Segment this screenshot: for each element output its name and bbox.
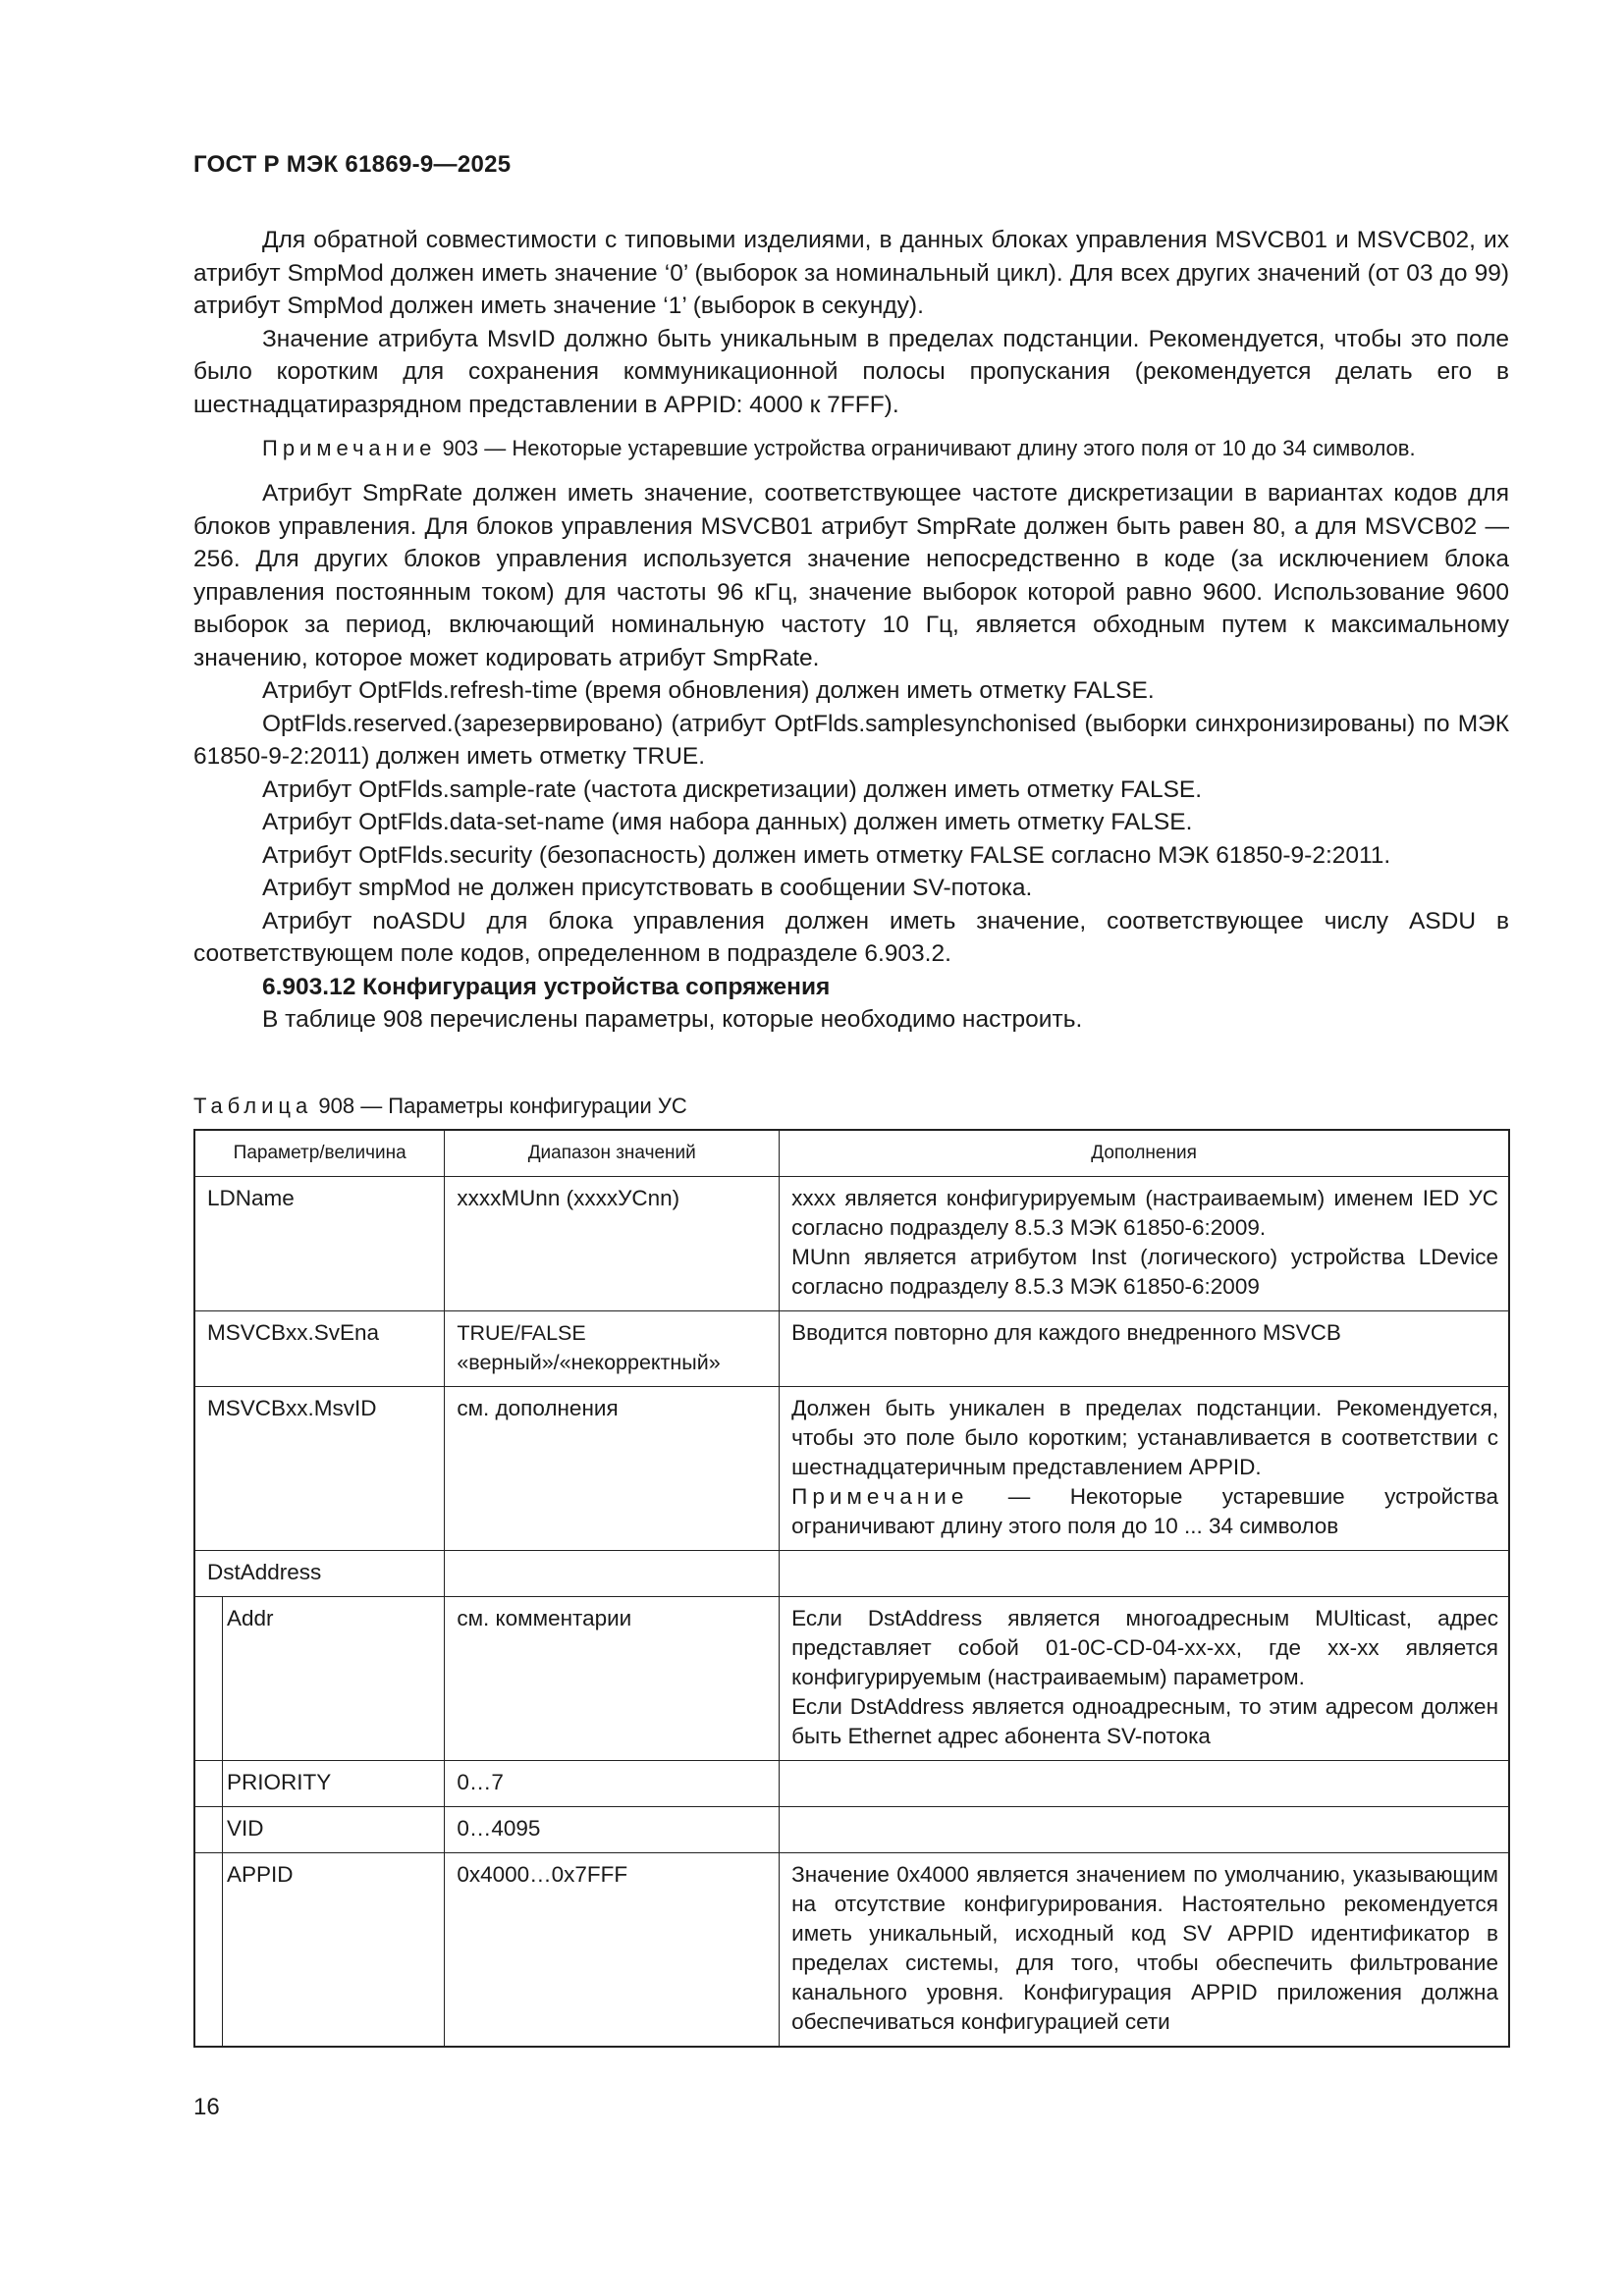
- range-cell: 0…7: [445, 1761, 780, 1807]
- notes-cell: [780, 1597, 1509, 1761]
- notes-line: Вводится повторно для каждого внедренного MSVCB: [791, 1320, 1341, 1345]
- body-text: [193, 224, 1509, 1037]
- paragraph: Атрибут OptFlds.sample-rate (частота дискретизации) должен иметь отметку FALSE.: [262, 775, 1203, 803]
- column-header: Параметр/величина: [194, 1130, 445, 1177]
- sub-parameter-divider: [222, 1597, 223, 2048]
- table-row: [194, 1597, 1509, 1761]
- note-label: Примечание: [791, 1484, 969, 1509]
- range-cell: [445, 1551, 780, 1597]
- param-cell: MSVCBxx.SvEna: [194, 1311, 445, 1387]
- notes-cell: [780, 1177, 1509, 1311]
- paragraph: OptFlds.reserved.(зарезервировано) (атрибут OptFlds.samplesynchonised (выборки синхронизированы) по МЭК 61850-9-2:2011) должен иметь отметку TRUE.: [193, 710, 1509, 770]
- column-header: Дополнения: [780, 1130, 1509, 1177]
- table-caption-text: 908 — Параметры конфигурации УС: [312, 1094, 687, 1118]
- param-cell: MSVCBxx.MsvID: [194, 1387, 445, 1551]
- notes-line: Если DstAddress является одноадресным, то этим адресом должен быть Ethernet адрес абонента SV-потока: [791, 1694, 1498, 1748]
- notes-cell: [780, 1761, 1509, 1807]
- page-number: 16: [193, 2094, 220, 2120]
- param-cell: VID: [194, 1807, 445, 1853]
- param-cell: DstAddress: [194, 1551, 445, 1597]
- paragraph: Атрибут smpMod не должен присутствовать в сообщении SV-потока.: [262, 875, 1033, 901]
- note-label: Примечание: [262, 436, 437, 460]
- paragraph: Атрибут SmpRate должен иметь значение, соответствующее частоте дискретизации в вариантах кодов для блоков управления. Для блоков управления MSVCB01 атрибут SmpRate должен быть равен 80, а для MSVCB02 — 256. Для других блоков управления используется значение непосредственно в коде (за исключением блока управления постоянным током) для частоты 96 кГц, значение выборок которой равно 9600. Использование 9600 выборок за период, включающий номинальную частоту 10 Гц, является обходным путем к максимальному значению, которое может кодировать атрибут SmpRate.: [193, 480, 1509, 671]
- table-row: [194, 1807, 1509, 1853]
- table-row: [194, 1853, 1509, 2048]
- notes-line: Если DstAddress является многоадресным MUlticast, адрес представляет собой 01-0C-CD-04-xx-xx, где xx-xx является конфигурируемым (настраиваемым) параметром.: [791, 1606, 1498, 1689]
- notes-line: MUnn является атрибутом Inst (логического) устройства LDevice согласно подразделу 8.5.3 МЭК 61850-6:2009: [791, 1245, 1498, 1299]
- range-cell: 0…4095: [445, 1807, 780, 1853]
- table-row: [194, 1311, 1509, 1387]
- paragraph: Атрибут OptFlds.data-set-name (имя набора данных) должен иметь отметку FALSE.: [262, 809, 1193, 835]
- note-text: — Некоторые устаревшие устройства ограничивают длину этого поля до 10 ... 34 символов: [791, 1484, 1498, 1538]
- table-row: [194, 1177, 1509, 1311]
- table-row: [194, 1551, 1509, 1597]
- column-header: Диапазон значений: [445, 1130, 780, 1177]
- notes-line: xxxx является конфигурируемым (настраиваемым) именем IED УС согласно подразделу 8.5.3 МЭК 61850-6:2009.: [791, 1186, 1498, 1240]
- document-header: ГОСТ Р МЭК 61869-9—2025: [193, 151, 512, 178]
- range-cell: TRUE/FALSE «верный»/«некорректный»: [445, 1311, 780, 1387]
- note-paragraph: [193, 433, 1509, 463]
- notes-cell: [780, 1387, 1509, 1551]
- paragraph: Атрибут OptFlds.security (безопасность) должен иметь отметку FALSE согласно МЭК 61850-9-2:2011.: [262, 841, 1391, 869]
- notes-cell: [780, 1311, 1509, 1387]
- table-caption-label: Таблица: [193, 1094, 313, 1118]
- range-cell: 0x4000…0x7FFF: [445, 1853, 780, 2048]
- table-header-row: [194, 1130, 1509, 1177]
- notes-line: Должен быть уникален в пределах подстанции. Рекомендуется, чтобы это поле было коротким; устанавливается в соответствии с шестнадцатеричным представлением APPID.: [791, 1396, 1498, 1479]
- config-table: [193, 1129, 1510, 2048]
- table-row: [194, 1387, 1509, 1551]
- range-cell: см. комментарии: [445, 1597, 780, 1761]
- range-cell: см. дополнения: [445, 1387, 780, 1551]
- param-cell: PRIORITY: [194, 1761, 445, 1807]
- paragraph: Атрибут noASDU для блока управления должен иметь значение, соответствующее числу ASDU в соответствующем поле кодов, определенном в подразделе 6.903.2.: [193, 907, 1509, 967]
- notes-line: Значение 0x4000 является значением по умолчанию, указывающим на отсутствие конфигурирования. Настоятельно рекомендуется иметь уникальный, исходный код SV APPID идентификатор в пределах системы, для того, чтобы обеспечить фильтрование канального уровня. Конфигурация APPID приложения должна обеспечиваться конфигурацией сети: [791, 1862, 1498, 2034]
- paragraph: Для обратной совместимости с типовыми изделиями, в данных блоках управления MSVCB01 и MSVCB02, их атрибут SmpMod должен иметь значение ‘0’ (выборок за номинальный цикл). Для всех других значений (от 03 до 99) атрибут SmpMod должен иметь значение ‘1’ (выборок в секунду).: [193, 227, 1509, 319]
- param-cell: Addr: [194, 1597, 445, 1761]
- paragraph: Атрибут OptFlds.refresh-time (время обновления) должен иметь отметку FALSE.: [262, 677, 1155, 704]
- param-cell: APPID: [194, 1853, 445, 2048]
- range-cell: xxxxMUnn (xxxxУCnn): [445, 1177, 780, 1311]
- notes-cell: [780, 1807, 1509, 1853]
- notes-cell: [780, 1551, 1509, 1597]
- paragraph: Значение атрибута MsvID должно быть уникальным в пределах подстанции. Рекомендуется, чтобы это поле было коротким для сохранения коммуникационной полосы пропускания (рекомендуется делать его в шестнадцатиразрядном представлении в APPID: 4000 к 7FFF).: [193, 325, 1509, 418]
- notes-note: [791, 1482, 1498, 1541]
- table-row: [194, 1761, 1509, 1807]
- paragraph: В таблице 908 перечислены параметры, которые необходимо настроить.: [262, 1006, 1083, 1033]
- note-text: 903 — Некоторые устаревшие устройства ограничивают длину этого поля от 10 до 34 символов.: [436, 436, 1416, 460]
- section-heading: 6.903.12 Конфигурация устройства сопряжения: [262, 973, 831, 1000]
- param-cell: LDName: [194, 1177, 445, 1311]
- table-caption: [193, 1094, 687, 1119]
- notes-cell: [780, 1853, 1509, 2048]
